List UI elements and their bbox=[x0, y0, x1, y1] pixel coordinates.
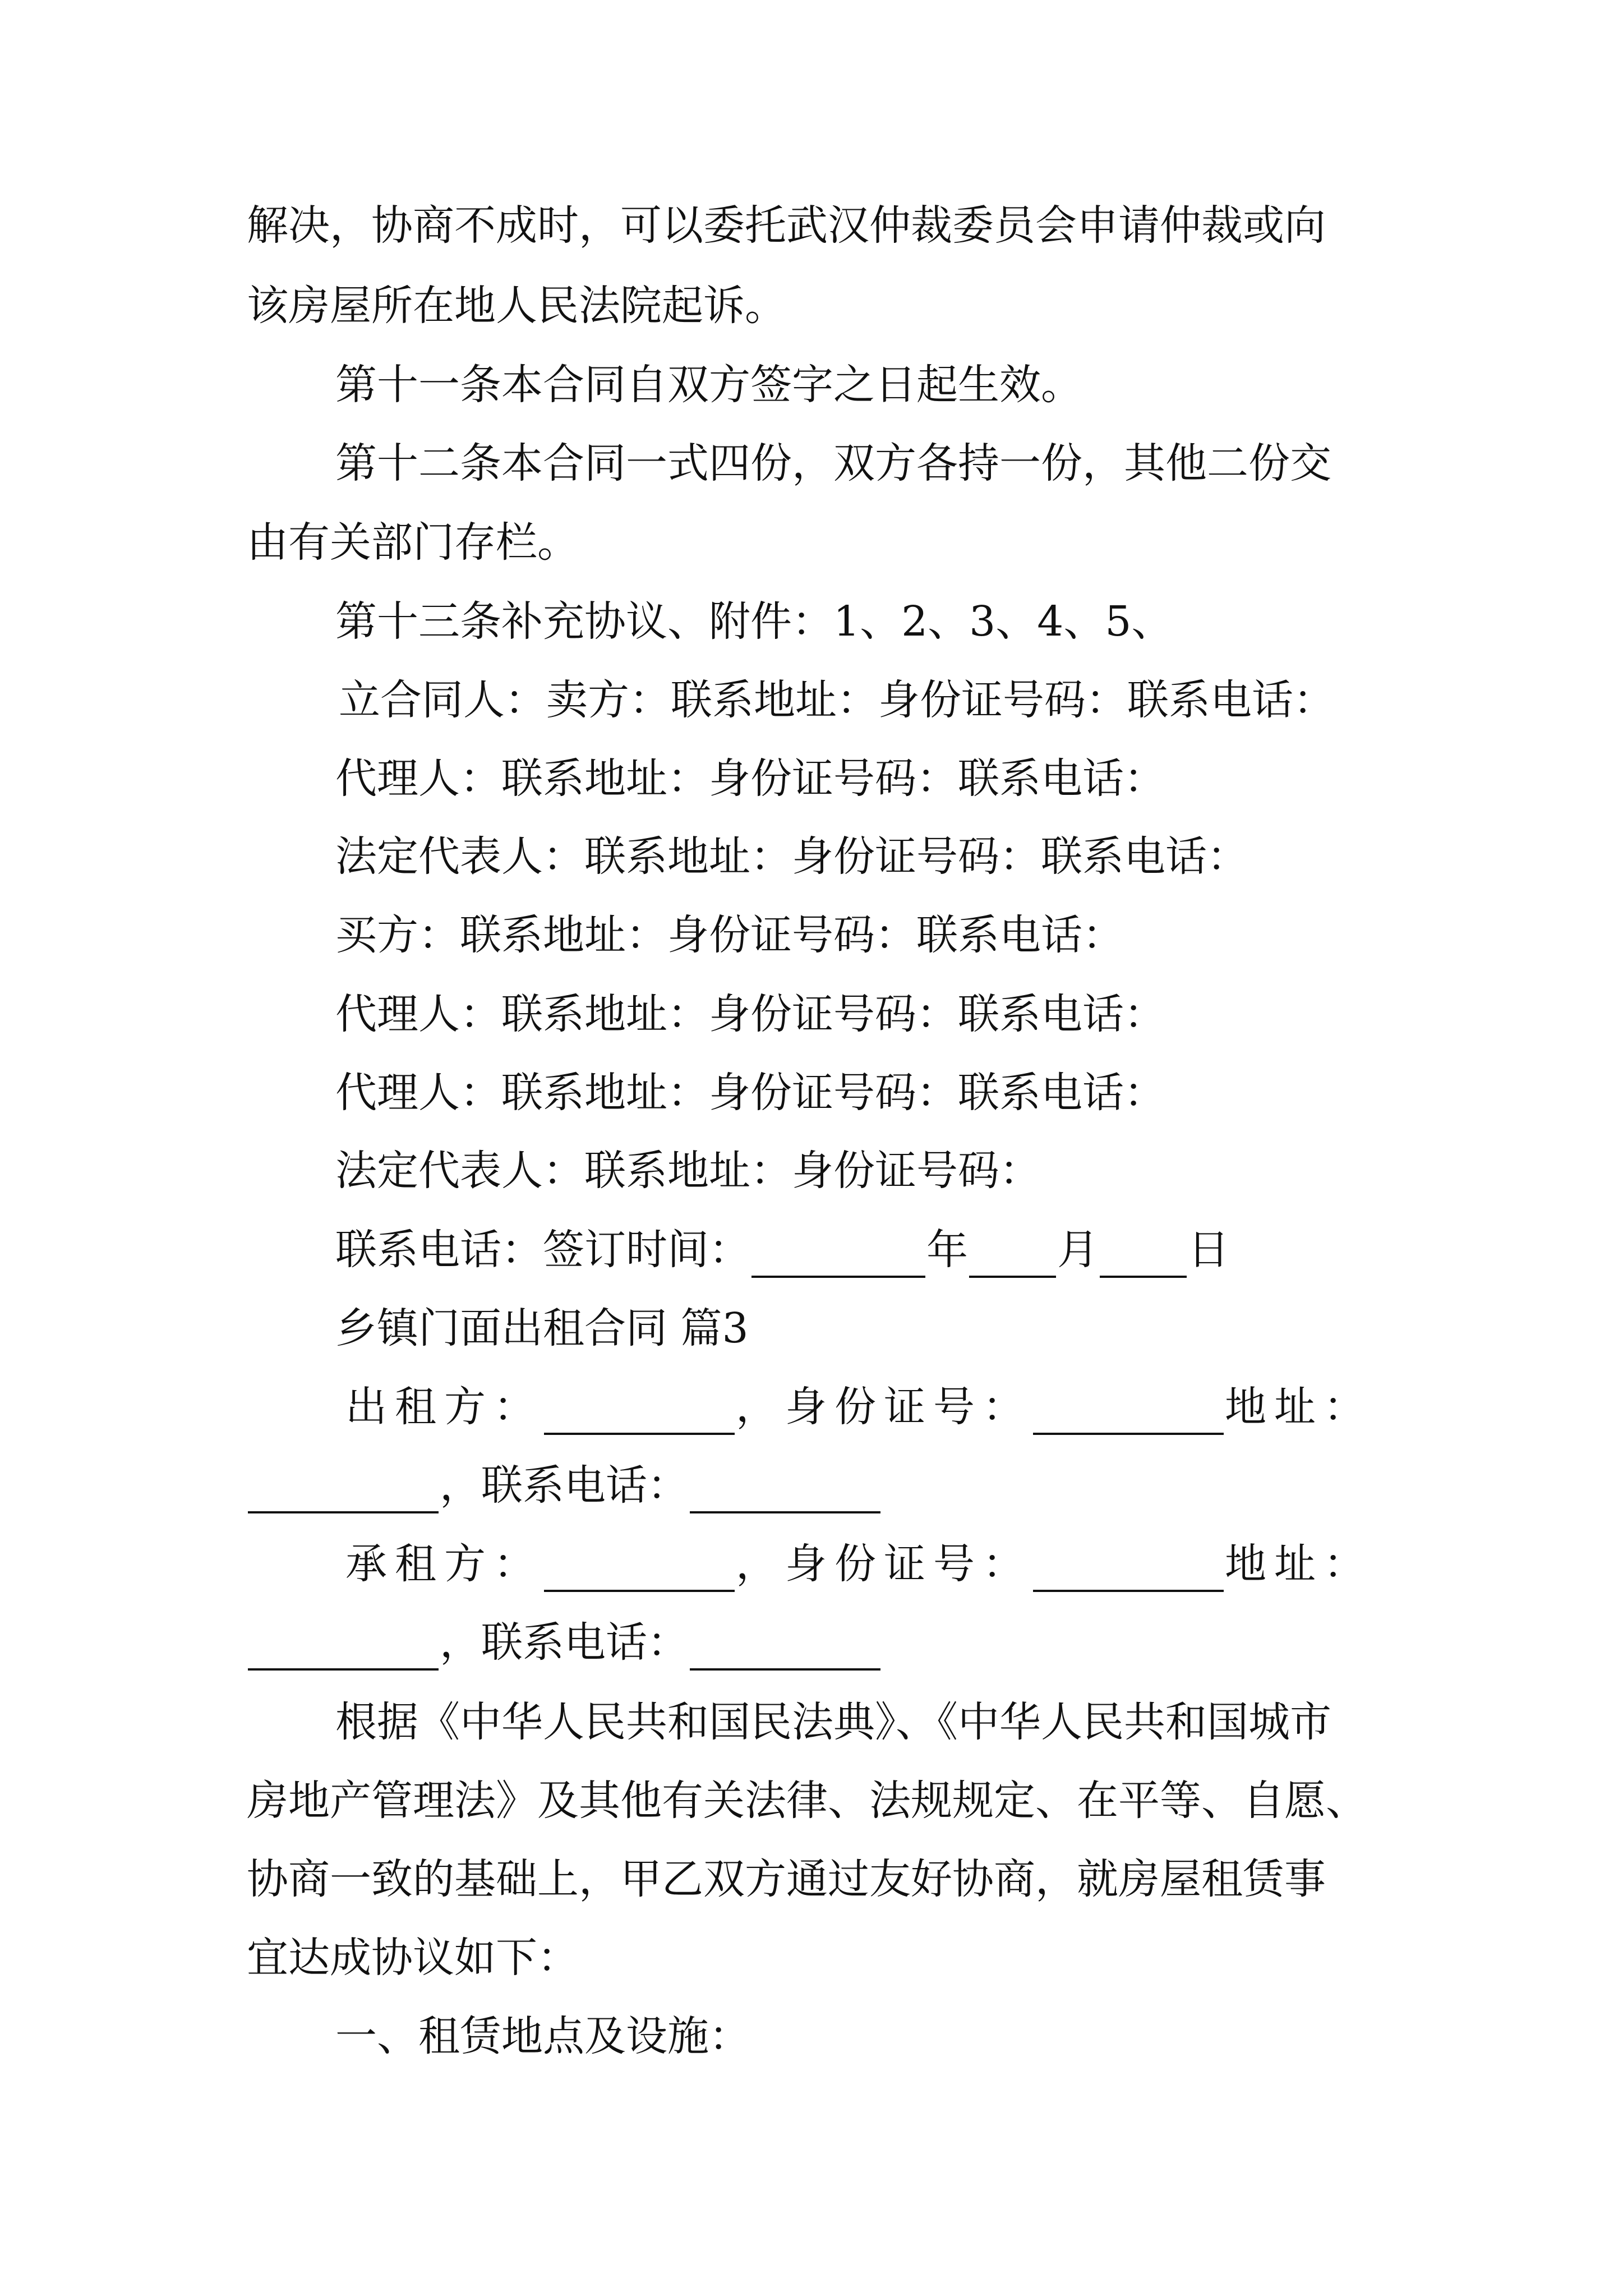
paragraph-line: 由有关部门存栏。 bbox=[247, 518, 579, 567]
lessor-id-label: 身份证号： bbox=[785, 1383, 1032, 1431]
lessor-id-blank bbox=[1033, 1390, 1224, 1435]
preamble-line: 协商一致的基础上，甲乙双方通过友好协商，就房屋租赁事 bbox=[247, 1855, 1326, 1903]
lessor-line bbox=[345, 1379, 1373, 1435]
month-label: 月 bbox=[1057, 1226, 1099, 1274]
party-line: 立合同人：卖方：联系地址：身份证号码：联系电话： bbox=[339, 676, 1335, 724]
lessor-line-2 bbox=[247, 1457, 882, 1513]
lessor-phone-label: ，联系电话： bbox=[440, 1461, 689, 1510]
lessee-line-2 bbox=[247, 1614, 882, 1671]
preamble-line: 房地产管理法》及其他有关法律、法规规定、在平等、自愿、 bbox=[247, 1777, 1367, 1825]
lessor-address-blank bbox=[248, 1469, 439, 1513]
lessee-id-label: 身份证号： bbox=[785, 1540, 1032, 1588]
paragraph-line: 解决，协商不成时，可以委托武汉仲裁委员会申请仲裁或向 bbox=[247, 201, 1326, 250]
day-blank bbox=[1100, 1233, 1187, 1278]
lessor-label: 出租方： bbox=[345, 1383, 543, 1431]
lessee-id-blank bbox=[1033, 1547, 1224, 1592]
lessee-phone-blank bbox=[690, 1626, 880, 1671]
sign-date-prefix: 联系电话：签订时间： bbox=[335, 1226, 750, 1274]
day-label: 日 bbox=[1188, 1226, 1229, 1274]
section-heading: 一、租赁地点及设施： bbox=[335, 2012, 750, 2060]
clause-line: 第十二条本合同一式四份，双方各持一份，其他二份交 bbox=[335, 439, 1331, 487]
lessee-phone-label: ，联系电话： bbox=[440, 1618, 689, 1667]
lessee-line bbox=[345, 1536, 1373, 1592]
section-title: 乡镇门面出租合同 篇3 bbox=[335, 1304, 749, 1352]
year-label: 年 bbox=[926, 1226, 968, 1274]
sign-date-line bbox=[335, 1222, 1229, 1278]
clause-line: 第十三条补充协议、附件：1、2、3、4、5、 bbox=[335, 597, 1173, 646]
comma: ， bbox=[736, 1540, 785, 1588]
party-line: 代理人：联系地址：身份证号码：联系电话： bbox=[335, 990, 1165, 1038]
party-line: 买方：联系地址：身份证号码：联系电话： bbox=[335, 911, 1124, 959]
lessee-name-blank bbox=[544, 1547, 735, 1592]
preamble-line: 宜达成协议如下： bbox=[247, 1934, 579, 1982]
party-line: 代理人：联系地址：身份证号码：联系电话： bbox=[335, 754, 1165, 803]
lessee-address-label: 地址： bbox=[1225, 1540, 1373, 1588]
lessor-address-label: 地址： bbox=[1225, 1383, 1373, 1431]
party-line: 法定代表人：联系地址：身份证号码：联系电话： bbox=[335, 832, 1248, 881]
lessor-phone-blank bbox=[690, 1469, 880, 1513]
comma: ， bbox=[736, 1383, 785, 1431]
lessee-address-blank bbox=[248, 1626, 439, 1671]
year-blank bbox=[751, 1233, 925, 1278]
month-blank bbox=[969, 1233, 1056, 1278]
party-line: 代理人：联系地址：身份证号码：联系电话： bbox=[335, 1069, 1165, 1117]
preamble-line: 根据《中华人民共和国民法典》、《中华人民共和国城市 bbox=[335, 1698, 1331, 1746]
paragraph-line: 该房屋所在地人民法院起诉。 bbox=[247, 282, 786, 330]
clause-line: 第十一条本合同自双方签字之日起生效。 bbox=[335, 361, 1082, 409]
lessor-name-blank bbox=[544, 1390, 735, 1435]
lessee-label: 承租方： bbox=[345, 1540, 543, 1588]
party-line: 法定代表人：联系地址：身份证号码： bbox=[335, 1147, 1041, 1195]
